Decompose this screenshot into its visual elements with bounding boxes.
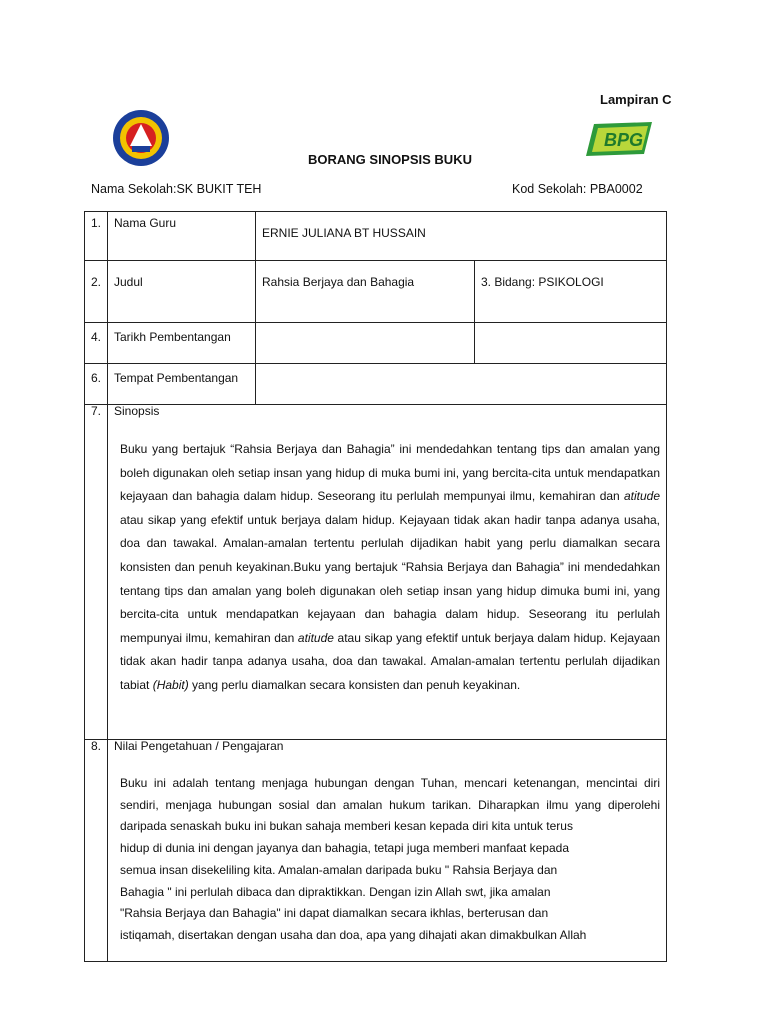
tempat-value [256,364,667,405]
synopsis-form-table [84,211,667,962]
school-code: Kod Sekolah: PBA0002 [512,182,643,196]
sinopsis-cell [108,405,667,740]
row-number: 4. [85,323,108,364]
row-number: 6. [85,364,108,405]
row-tempat [85,364,667,405]
row-sinopsis [85,405,667,740]
teacher-name-value: ERNIE JULIANA BT HUSSAIN [256,212,667,261]
field-label: Nilai Pengetahuan / Pengajaran [114,739,284,753]
tarikh-extra [475,323,667,364]
nilai-cell [108,740,667,962]
nilai-text: Buku ini adalah tentang menjaga hubungan dengan Tuhan, mencari ketenangan, mencintai diri sendiri, menjaga hubungan sosial dan amalan hukum tarikan. Diharapkan ilmu yang diperolehi daripada senaskah buku ini bukan sahaja memberi kesan kepada diri kita untuk terus hidup di dunia ini dengan jayanya dan bahagia, tetapi juga memberi manfaat kepada semua insan disekeliling kita. Amalan-amalan daripada buku " Rahsia Berjaya dan Bahagia " ini perlulah dibaca dan dipraktikkan. Dengan izin Allah swt, jika amalan "Rahsia Berjaya dan Bahagia" ini dapat diamalkan secara ikhlas, berterusan dan istiqamah, disertakan dengan usaha dan doa, apa yang dihajati akan dimakbulkan Allah [120,776,661,942]
bidang-value: 3. Bidang: PSIKOLOGI [475,261,667,323]
sinopsis-text: Buku yang bertajuk “Rahsia Berjaya dan Bahagia” ini mendedahkan tentang tips dan amalan yang boleh digunakan oleh setiap insan yang hidup di muka bumi ini, yang bercita-cita untuk mendapatkan kejayaan dan bahagia dalam hidup. Seseorang itu perlulah mempunyai ilmu, kemahiran dan atitude atau sikap yang efektif untuk berjaya dalam hidup. Kejayaan tidak akan hadir tanpa adanya usaha, doa dan tawakal. Amalan-amalan tertentu perlulah dijadikan habit yang perlu diamalkan secara konsisten dan penuh keyakinan.Buku yang bertajuk “Rahsia Berjaya dan Bahagia” ini mendedahkan tentang tips dan amalan yang boleh digunakan oleh setiap insan yang hidup dimuka bumi ini, yang bercita-cita untuk mendapatkan kejayaan dan bahagia dalam hidup. Seseorang itu perlulah mempunyai ilmu, kemahiran dan atitude atau sikap yang efektif untuk berjaya dalam hidup. Kejayaan tidak akan hadir tanpa adanya usaha, doa dan tawakal. Amalan-amalan tertentu perlulah dijadikan tabiat (Habit) yang perlu diamalkan secara konsisten dan penuh keyakinan. [120,442,661,692]
row-nilai [85,740,667,962]
school-name: Nama Sekolah:SK BUKIT TEH [91,182,262,196]
field-label: Nama Guru [108,212,256,261]
field-label: Judul [108,261,256,323]
row-number: 8. [85,740,108,962]
row-number: 1. [85,212,108,261]
lampiran-label: Lampiran C [600,92,672,107]
row-tarikh [85,323,667,364]
book-title-value: Rahsia Berjaya dan Bahagia [256,261,475,323]
row-number: 7. [85,405,108,740]
field-label: Tarikh Pembentangan [108,323,256,364]
field-label: Tempat Pembentangan [108,364,256,405]
tarikh-value [256,323,475,364]
row-judul [85,261,667,323]
bpg-logo-text: BPG [604,130,644,150]
form-title: BORANG SINOPSIS BUKU [308,152,472,167]
row-nama-guru [85,212,667,261]
field-label: Sinopsis [114,404,160,418]
row-number: 2. [85,261,108,323]
